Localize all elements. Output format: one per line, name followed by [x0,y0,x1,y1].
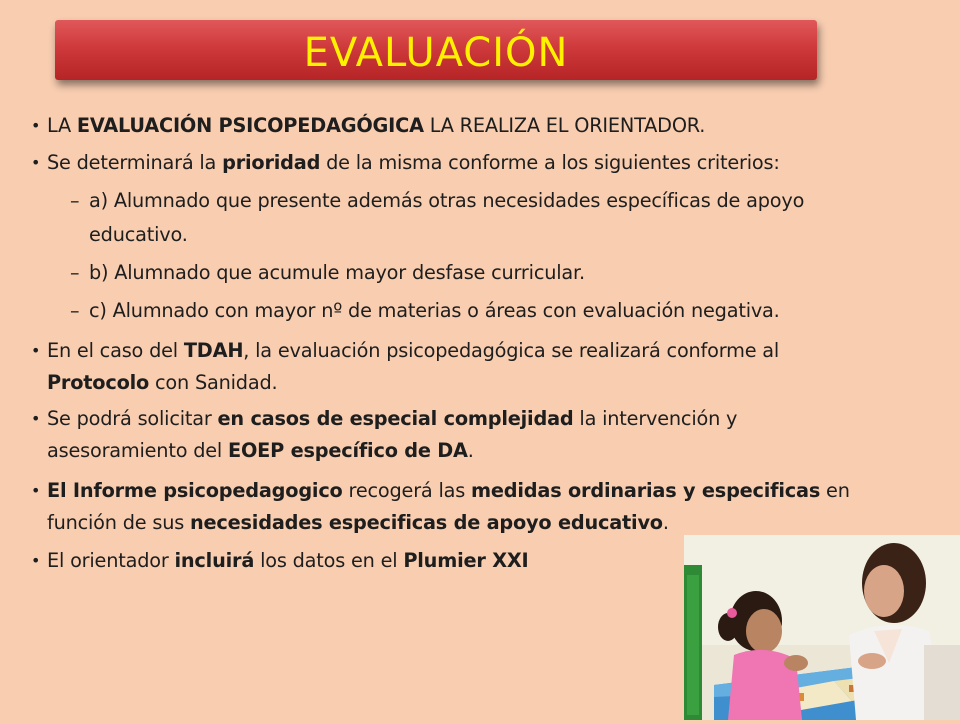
text: a) Alumnado que presente además otras necesidades específicas de apoyo [89,189,805,212]
text: b) Alumnado que acumule mayor desfase curricular. [89,261,585,284]
text: educativo. [89,223,188,246]
bold-text: Protocolo [47,371,150,394]
bold-text: medidas ordinarias y especificas [471,479,821,502]
bullet-tdah-continued [47,366,277,400]
bullet-marker: • [31,481,41,500]
bold-text: prioridad [222,151,321,174]
text: LA [47,114,77,137]
criterion-a-continued [89,218,188,252]
text: LA REALIZA EL ORIENTADOR. [423,114,706,137]
text: En el caso del [47,339,184,362]
text: asesoramiento del [47,439,229,462]
bullet-marker: • [31,116,41,135]
bold-text: incluirá [174,549,255,572]
bold-text: El Informe psicopedagogico [47,479,343,502]
bullet-plumier [47,544,529,578]
text: de la misma conforme a los siguientes criterios: [320,151,780,174]
text: Se determinará la [47,151,223,174]
bullet-tdah [47,334,779,368]
text: . [662,511,669,534]
bold-text: necesidades especificas de apoyo educativo [190,511,663,534]
bullet-marker: • [31,153,41,172]
photo-orientador-child [684,535,960,720]
bullet-marker: • [31,409,41,428]
text: Se podrá solicitar [47,407,218,430]
text: El orientador [47,549,175,572]
bullet-complexity [47,402,737,436]
text: los datos en el [254,549,404,572]
bold-text: en casos de especial complejidad [217,407,574,430]
dash-marker: – [70,262,80,284]
bullet-marker: • [31,551,41,570]
text: c) Alumnado con mayor nº de materias o áreas con evaluación negativa. [89,299,780,322]
bullet-marker: • [31,341,41,360]
criterion-c [89,294,780,328]
text: función de sus [47,511,191,534]
text: con Sanidad. [149,371,278,394]
dash-marker: – [70,190,80,212]
bullet-complexity-continued [47,434,474,468]
text: en [820,479,850,502]
text: la intervención y [573,407,738,430]
text: , la evaluación psicopedagógica se realizará conforme al [243,339,780,362]
criterion-b [89,256,585,290]
text: recogerá las [342,479,472,502]
dash-marker: – [70,300,80,322]
bold-text: EOEP específico de DA [228,439,468,462]
bullet-informe-continued [47,506,669,540]
bold-text: TDAH [183,339,244,362]
bold-text: Plumier XXI [403,549,529,572]
slide-title: EVALUACIÓN [303,30,569,76]
bullet-informe [47,474,850,508]
bold-text: EVALUACIÓN PSICOPEDAGÓGICA [76,114,424,137]
text: . [467,439,474,462]
bullet-evaluation-orientador [47,109,705,143]
bullet-priority [47,146,780,180]
photo-illustration [684,535,960,720]
criterion-a [89,184,804,218]
